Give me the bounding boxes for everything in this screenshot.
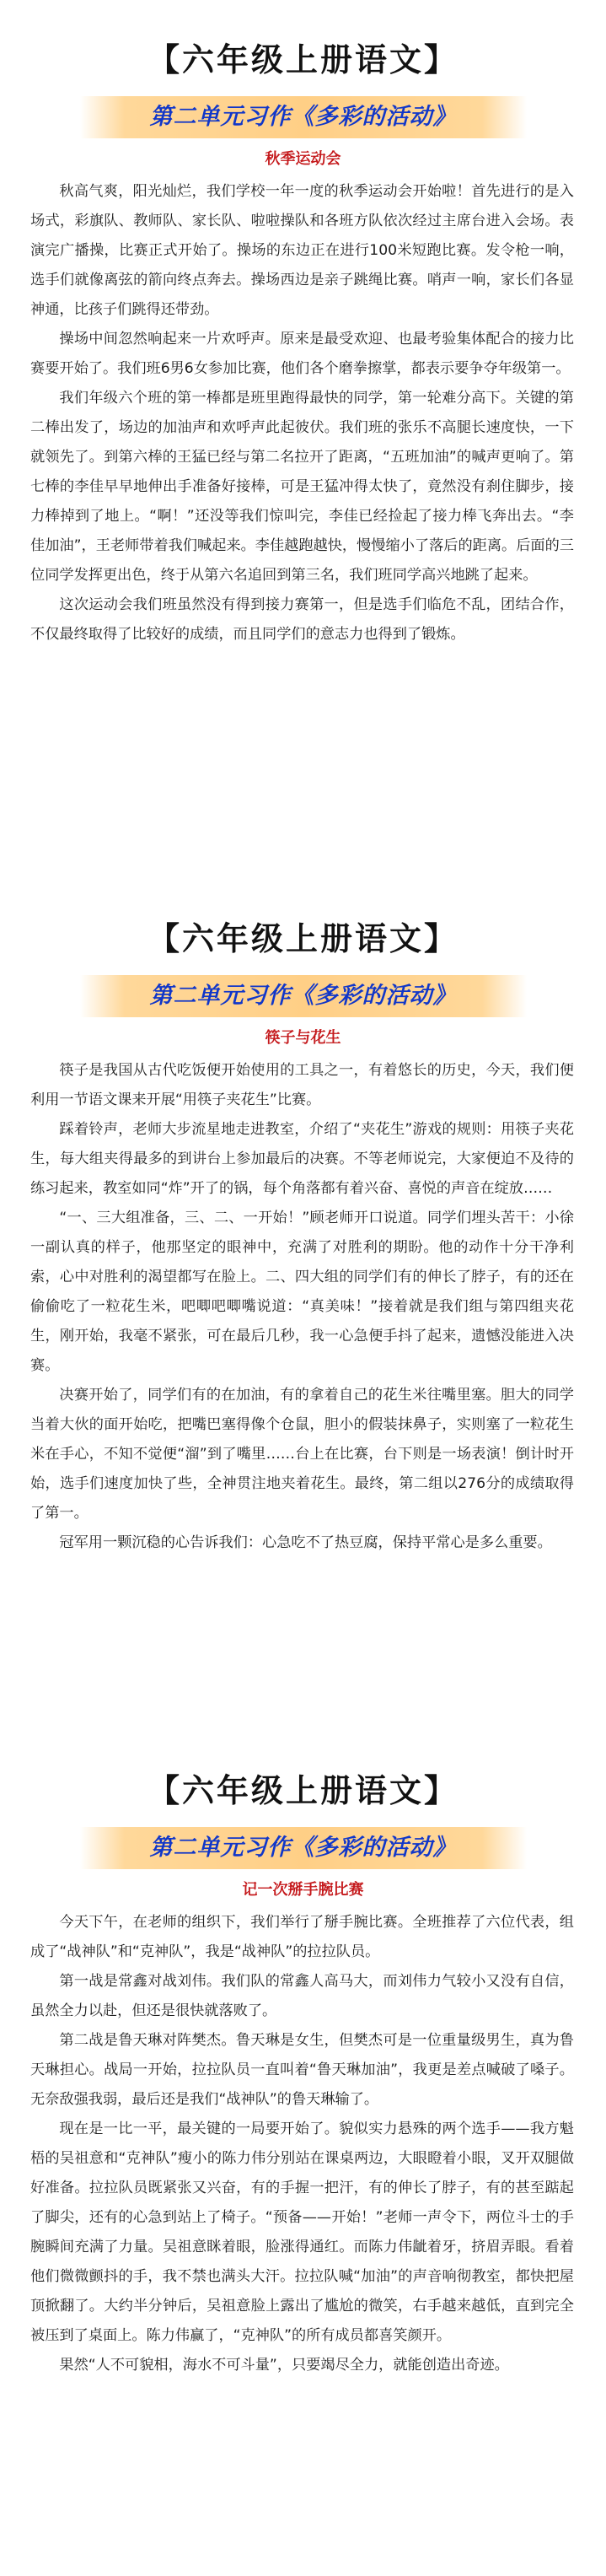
essay-title: 筷子与花生 <box>265 1029 341 1047</box>
paragraph: 今天下午，在老师的组织下，我们举行了掰手腕比赛。全班推荐了六位代表，组成了“战神队”和“克神队”，我是“战神队”的拉拉队员。 <box>30 1914 574 1960</box>
essay-body <box>30 1908 574 2380</box>
essay-section-2 <box>0 916 606 1558</box>
essay-title: 秋季运动会 <box>265 150 341 168</box>
paragraph: 第一战是常鑫对战刘伟。我们队的常鑫人高马大，而刘伟力气较小又没有自信，虽然全力以赴，但还是很快就落败了。 <box>30 1973 574 2019</box>
paragraph: “一、三大组准备，三、二、一开始！”顾老师开口说道。同学们埋头苦干：小徐一副认真的样子，他那坚定的眼神中，充满了对胜利的期盼。他的动作十分干净利索，心中对胜利的渴望都写在脸上。二、四大组的同学们有的伸长了脖子，有的还在偷偷吃了一粒花生米，吧唧吧唧嘴说道：“真美味！”接着就是我们组与第四组夹花生，刚开始，我毫不紧张，可在最后几秒，我一心急便手抖了起来，遗憾没能进入决赛。 <box>30 1210 574 1374</box>
paragraph: 果然“人不可貌相，海水不可斗量”，只要竭尽全力，就能创造出奇迹。 <box>59 2357 509 2374</box>
unit-banner: 第二单元习作《多彩的活动》 <box>80 1827 527 1869</box>
grade-title: 【六年级上册语文】 <box>147 919 459 957</box>
paragraph: 这次运动会我们班虽然没有得到接力赛第一，但是选手们临危不乱，团结合作，不仅最终取得了比较好的成绩，而且同学们的意志力也得到了锻炼。 <box>30 596 574 643</box>
essay-body <box>30 1056 574 1558</box>
essay-section-3 <box>0 1768 606 2380</box>
paragraph: 第二战是鲁天琳对阵樊杰。鲁天琳是女生，但樊杰可是一位重量级男生，真为鲁天琳担心。战局一开始，拉拉队员一直叫着“鲁天琳加油”，我更是差点喊破了嗓子。无奈敌强我弱，最后还是我们“战神队”的鲁天琳输了。 <box>30 2032 574 2108</box>
grade-title: 【六年级上册语文】 <box>147 1771 459 1809</box>
essay-body <box>30 177 574 649</box>
paragraph: 冠军用一颗沉稳的心告诉我们：心急吃不了热豆腐，保持平常心是多么重要。 <box>59 1534 552 1551</box>
paragraph: 我们年级六个班的第一棒都是班里跑得最快的同学，第一轮难分高下。关键的第二棒出发了，场边的加油声和欢呼声此起彼伏。我们班的张乐不高腿长速度快，一下就领先了。到第六棒的王猛已经与第二名拉开了距离，“五班加油”的喊声更响了。第七棒的李佳早早地伸出手准备好接棒，可是王猛冲得太快了，竟然没有刹住脚步，接力棒掉到了地上。“啊！”还没等我们惊叫完，李佳已经捡起了接力棒飞奔出去。“李佳加油”，王老师带着我们喊起来。李佳越跑越快，慢慢缩小了落后的距离。后面的三位同学发挥更出色，终于从第六名追回到第三名，我们班同学高兴地跳了起来。 <box>30 390 574 584</box>
paragraph: 决赛开始了，同学们有的在加油，有的拿着自己的花生米往嘴里塞。胆大的同学当着大伙的面开始吃，把嘴巴塞得像个仓鼠，胆小的假装抹鼻子，实则塞了一粒花生米在手心，不知不觉便“溜”到了嘴里……台上在比赛，台下则是一场表演！倒计时开始，选手们速度加快了些，全神贯注地夹着花生。最终，第二组以276分的成绩取得了第一。 <box>30 1387 574 1522</box>
paragraph: 操场中间忽然响起来一片欢呼声。原来是最受欢迎、也最考验集体配合的接力比赛要开始了。我们班6男6女参加比赛，他们各个磨拳擦掌，都表示要争夺年级第一。 <box>30 331 574 377</box>
essay-title: 记一次掰手腕比赛 <box>242 1881 364 1899</box>
unit-banner: 第二单元习作《多彩的活动》 <box>80 96 527 138</box>
paragraph: 筷子是我国从古代吃饭便开始使用的工具之一，有着悠长的历史，今天，我们便利用一节语文课来开展“用筷子夹花生”比赛。 <box>30 1062 574 1108</box>
paragraph: 踩着铃声，老师大步流星地走进教室，介绍了“夹花生”游戏的规则：用筷子夹花生，每大组夹得最多的到讲台上参加最后的决赛。不等老师说完，大家便迫不及待的练习起来，教室如同“炸”开了的锅，每个角落都有着兴奋、喜悦的声音在绽放…… <box>30 1121 574 1197</box>
paragraph: 现在是一比一平，最关键的一局要开始了。貌似实力悬殊的两个选手——我方魁梧的吴祖意和“克神队”瘦小的陈力伟分别站在课桌两边，大眼瞪着小眼，叉开双腿做好准备。拉拉队员既紧张又兴奋，有的手握一把汗，有的伸长了脖子，有的甚至踮起了脚尖，还有的心急到站上了椅子。“预备——开始！”老师一声令下，两位斗士的手腕瞬间充满了力量。吴祖意眯着眼，脸涨得通红。而陈力伟龇着牙，挤眉弄眼。看着他们微微颤抖的手，我不禁也满头大汗。拉拉队喊“加油”的声音响彻教室，都快把屋顶掀翻了。大约半分钟后，吴祖意脸上露出了尴尬的微笑，右手越来越低，直到完全被压到了桌面上。陈力伟赢了，“克神队”的所有成员都喜笑颜开。 <box>30 2121 574 2344</box>
grade-title: 【六年级上册语文】 <box>147 40 459 78</box>
unit-banner: 第二单元习作《多彩的活动》 <box>80 975 527 1017</box>
essay-section-1 <box>0 37 606 649</box>
paragraph: 秋高气爽，阳光灿烂，我们学校一年一度的秋季运动会开始啦！首先进行的是入场式，彩旗队、教师队、家长队、啦啦操队和各班方队依次经过主席台进入会场。表演完广播操，比赛正式开始了。操场的东边正在进行100米短跑比赛。发令枪一响，选手们就像离弦的箭向终点奔去。操场西边是亲子跳绳比赛。哨声一响，家长们各显神通，比孩子们跳得还带劲。 <box>30 183 574 318</box>
